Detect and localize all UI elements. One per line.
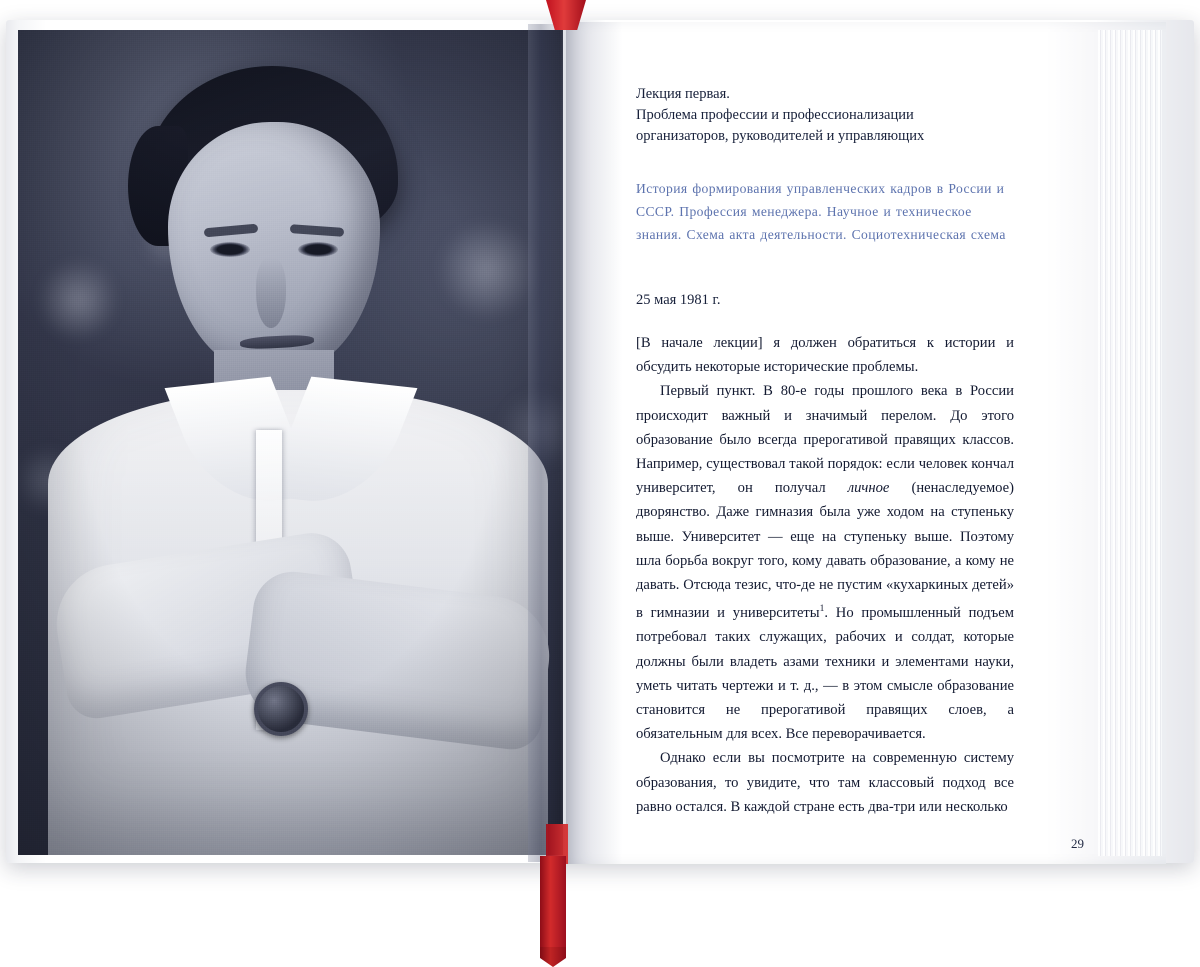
page-number: 29 [1071, 836, 1084, 851]
lecture-date: 25 мая 1981 г. [636, 292, 721, 308]
paragraph-2: Первый пункт. В 80-е годы прошлого века в России происходит важный и значимый перелом. До этого образование было всегда прерогативой правящих классов. Например, существовал такой порядок: если человек кончал университет, он получал личное (ненаследуемое) дворянство. Даже гимназия была уже ходом на ступеньку выше. Университет — еще на ступеньку выше. Поэтому шла борьба вокруг того, кому давать образование, а кому не давать. Отсюда тезис, что-де не пустим «кухаркиных детей» в гимназии и университеты$^1$. Но промышленный подъем потребовал таких служащих, рабочих и солдат, которые должны были владеть азами техники и элементами науки, уметь читать чертежи и т. д., — в этом смысле образование становится не прерогативой правящих слоев, а обязательным для всех. Все переворачивается. [636, 383, 1014, 743]
body-text [636, 331, 1014, 819]
ribbon-bookmark-bottom [540, 856, 566, 951]
text-column [636, 84, 1084, 851]
lecture-abstract: История формирования управленческих кадров в России и СССР. Профессия менеджера. Научное и техническое знания. Схема акта деятельности. Социотехническая схема [636, 181, 1006, 242]
photo-vignette [18, 30, 563, 855]
paragraph-3: Однако если вы посмотрите на современную систему образования, то увидите, что там классовый подход все равно остался. В каждой стране есть два-три или несколько [636, 750, 1014, 815]
left-page-photo [18, 30, 563, 855]
page-edge-stack [1098, 30, 1162, 856]
paragraph-1: [В начале лекции] я должен обратиться к истории и обсудить некоторые исторические проблемы. [636, 335, 1014, 376]
portrait-photograph [18, 30, 563, 855]
lecture-heading [636, 84, 1014, 147]
right-page-text [566, 22, 1166, 864]
lecture-heading-line-1: Лекция первая. [636, 86, 730, 102]
lecture-heading-line-2: Проблема профессии и профессионализации [636, 107, 914, 123]
lecture-heading-line-3: организаторов, руководителей и управляющих [636, 128, 925, 144]
